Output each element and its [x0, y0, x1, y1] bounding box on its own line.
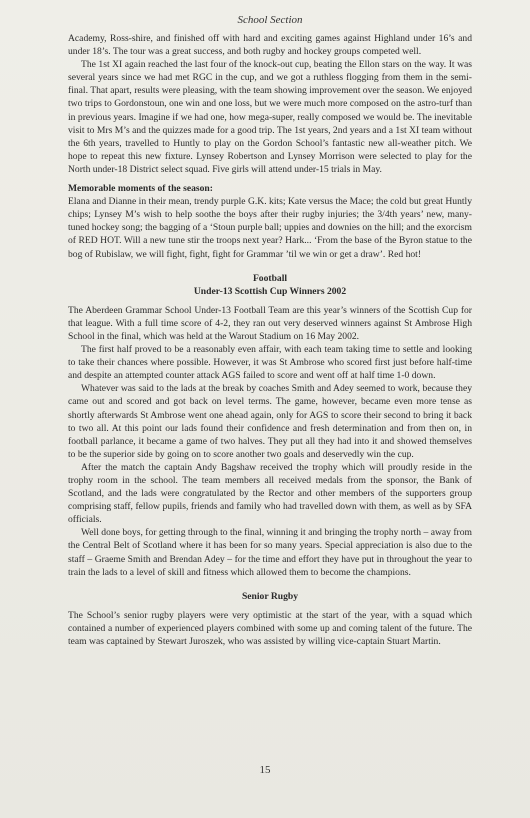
running-head: School Section [237, 14, 303, 26]
spacer [68, 261, 472, 272]
football-paragraph-5: Well done boys, for getting through to the final, winning it and bringing the trophy north – away from the Central Belt of Scotland where it has been for so many years. Special appreciation is also due to the staff – Graeme Smith and Brendan Adey – for the time and effort they have put in throughout the year to train the lads to a level of skill and fitness which allowed them to become the champions. [68, 527, 472, 578]
spacer [68, 579, 472, 590]
football-paragraph-2: The first half proved to be a reasonably even affair, with each team taking time to settle and looking to take their chances where possible. However, it was St Ambrose who scored first just before half-time and despite an attempted counter attack AGS failed to score and went off at half time 1-0 down. [68, 344, 472, 382]
football-paragraph-4: After the match the captain Andy Bagshaw received the trophy which will proudly reside in the trophy room in the school. The team members all received medals from the sponsor, the Bank of Scotland, and the lads were congratulated by the Rector and other members of the supporters group comprising staff, fellow pupils, friends and family who had travelled down with them, as well as by SFA officials. [68, 461, 472, 526]
football-heading: Football [252, 272, 288, 284]
intro-paragraph-1: Academy, Ross-shire, and finished off with hard and exciting games against Highland under 16’s and under 18’s. The tour was a great success, and both rugby and hockey groups competed well. [68, 33, 472, 58]
memorable-heading: Memorable moments of the season: [68, 183, 213, 195]
memorable-paragraph: Elana and Dianne in their mean, trendy purple G.K. kits; Kate versus the Mace; the cold but great Huntly chips; Lynsey M’s wish to help soothe the boys after their rugby injuries; the 3/4th years’ new, many-tuned hockey song; the bagging of a ‘Stoun purple ball; uppies and downies on the hill; and the exorcism of RED HOT. Will a new tune stir the troops next year? Hark... ‘From the base of the Byron statue to the bog of Rubislaw, we will fight, fight, fight for Grammar ’til we win or get a draw’. Red hot! [68, 196, 472, 260]
senior-rugby-paragraph: The School’s senior rugby players were very optimistic at the start of the year, with a squad which contained a number of experienced players combined with some up and coming talent of the future. The team was captained by Stewart Juroszek, who was assisted by willing vice-captain Stuart Martin. [68, 609, 472, 648]
intro-paragraph-2: The 1st XI again reached the last four of the knock-out cup, beating the Ellon stars on the way. It was several years since we had met RGC in the cup, and we got a ruthless flogging from them in the semi-final. That apart, results were pleasing, with the team showing improvement over the season. We enjoyed two trips to Gordonstoun, one win and one loss, but we were much more composed on the astro-turf than in previous years. Imagine if we had one, how mega-super, really composed we would be. The inevitable visit to Mrs M’s and the quizzes made for a good trip. The 1st years, 2nd years and a 1st XI team without the 6th years, travelled to Huntly to play on the Gordon School’s fantastic new all-weather pitch. We hope to repeat this new fixture. Lynsey Robertson and Lynsey Morrison were selected to play for the North under-18 District select squad. Five girls will attend under-15 trials in May. [68, 59, 472, 175]
senior-rugby-heading: Senior Rugby [241, 590, 299, 602]
football-subheading: Under-13 Scottish Cup Winners 2002 [193, 285, 347, 297]
football-paragraph-3: Whatever was said to the lads at the break by coaches Smith and Adey seemed to work, because they came out and scored and got back on level terms. The game, however, became even more tense as shortly afterwards St Ambrose went one ahead again, only for AGS to score their second to bring it back to two all. At this point our lads found their confidence and fresh determination and from then on, in football parlance, it became a game of two halves. They put all they had into it and showed themselves to be the superior side by going on to score another two goals and deservedly win the cup. [68, 383, 472, 460]
football-paragraph-1: The Aberdeen Grammar School Under-13 Football Team are this year’s winners of the Scottish Cup for that league. With a full time score of 4-2, they ran out very deserved winners against St Ambrose High School in the final, which was held at the Warout Stadium on 16 May 2002. [68, 304, 472, 342]
page-number: 15 [259, 764, 271, 776]
